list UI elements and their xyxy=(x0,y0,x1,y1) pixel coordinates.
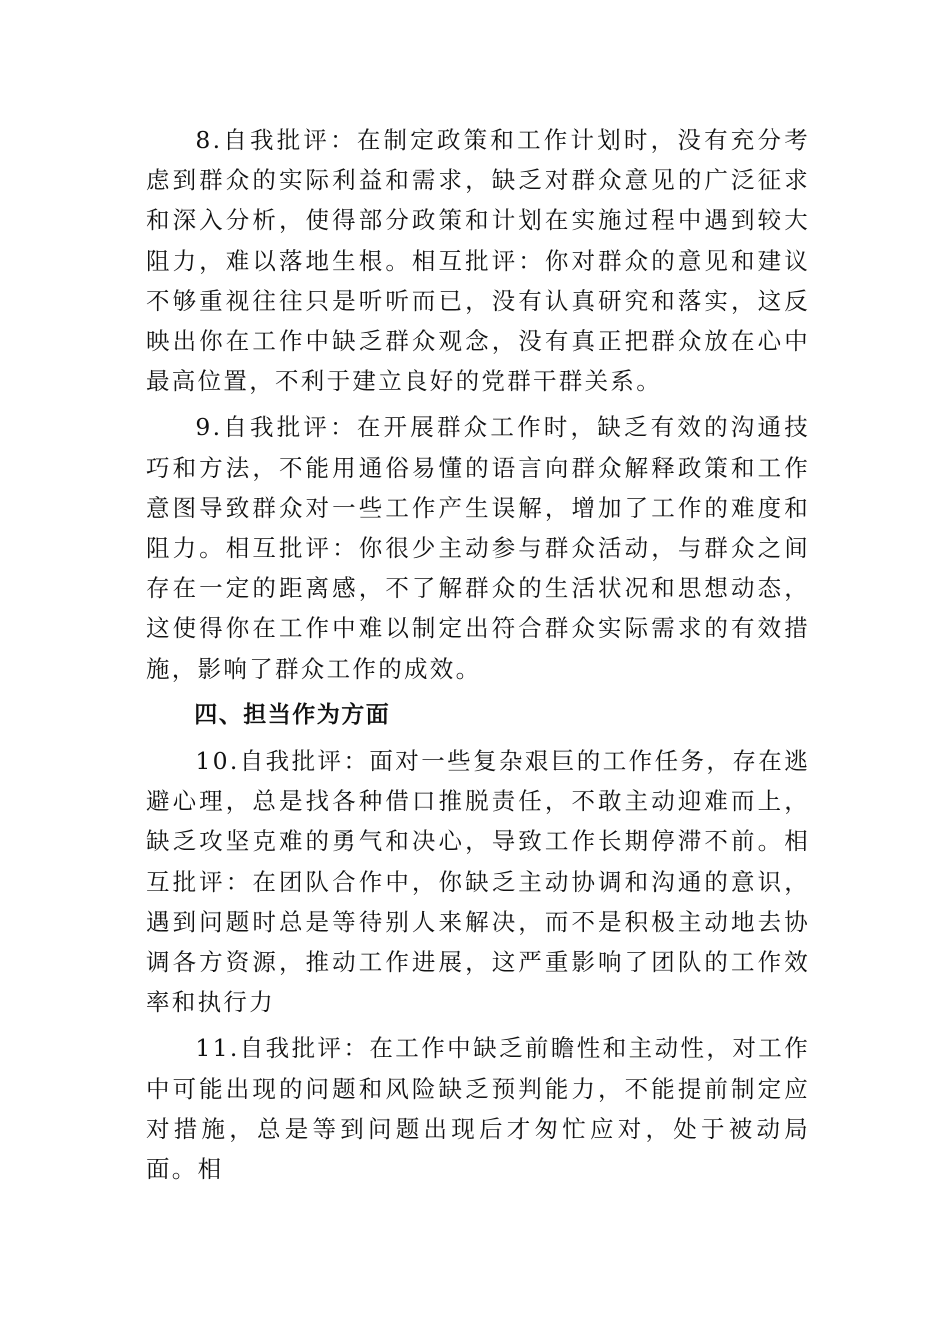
paragraph-item-11: 11.自我批评：在工作中缺乏前瞻性和主动性，对工作中可能出现的问题和风险缺乏预判能力，不能提前制定应对措施，总是等到问题出现后才匆忙应对，处于被动局面。相 xyxy=(146,1034,810,1184)
paragraph-item-10: 10.自我批评：面对一些复杂艰巨的工作任务，存在逃避心理，总是找各种借口推脱责任，不敢主动迎难而上，缺乏攻坚克难的勇气和决心，导致工作长期停滞不前。相互批评：在团队合作中，你缺乏主动协调和沟通的意识，遇到问题时总是等待别人来解决，而不是积极主动地去协调各方资源，推动工作进展，这严重影响了团队的工作效率和执行力 xyxy=(146,747,810,1017)
section-heading: 四、担当作为方面 xyxy=(194,701,391,728)
paragraph-item-8: 8.自我批评：在制定政策和工作计划时，没有充分考虑到群众的实际利益和需求，缺乏对群众意见的广泛征求和深入分析，使得部分政策和计划在实施过程中遇到较大阻力，难以落地生根。相互批评：你对群众的意见和建议不够重视往往只是听听而已，没有认真研究和落实，这反映出你在工作中缺乏群众观念，没有真正把群众放在心中最高位置，不利于建立良好的党群干群关系。 xyxy=(146,126,810,396)
paragraph-item-9: 9.自我批评：在开展群众工作时，缺乏有效的沟通技巧和方法，不能用通俗易懂的语言向群众解释政策和工作意图导致群众对一些工作产生误解，增加了工作的难度和阻力。相互批评：你很少主动参与群众活动，与群众之间存在一定的距离感，不了解群众的生活状况和思想动态，这使得你在工作中难以制定出符合群众实际需求的有效措施，影响了群众工作的成效。 xyxy=(146,413,810,683)
document-page xyxy=(146,120,810,1195)
